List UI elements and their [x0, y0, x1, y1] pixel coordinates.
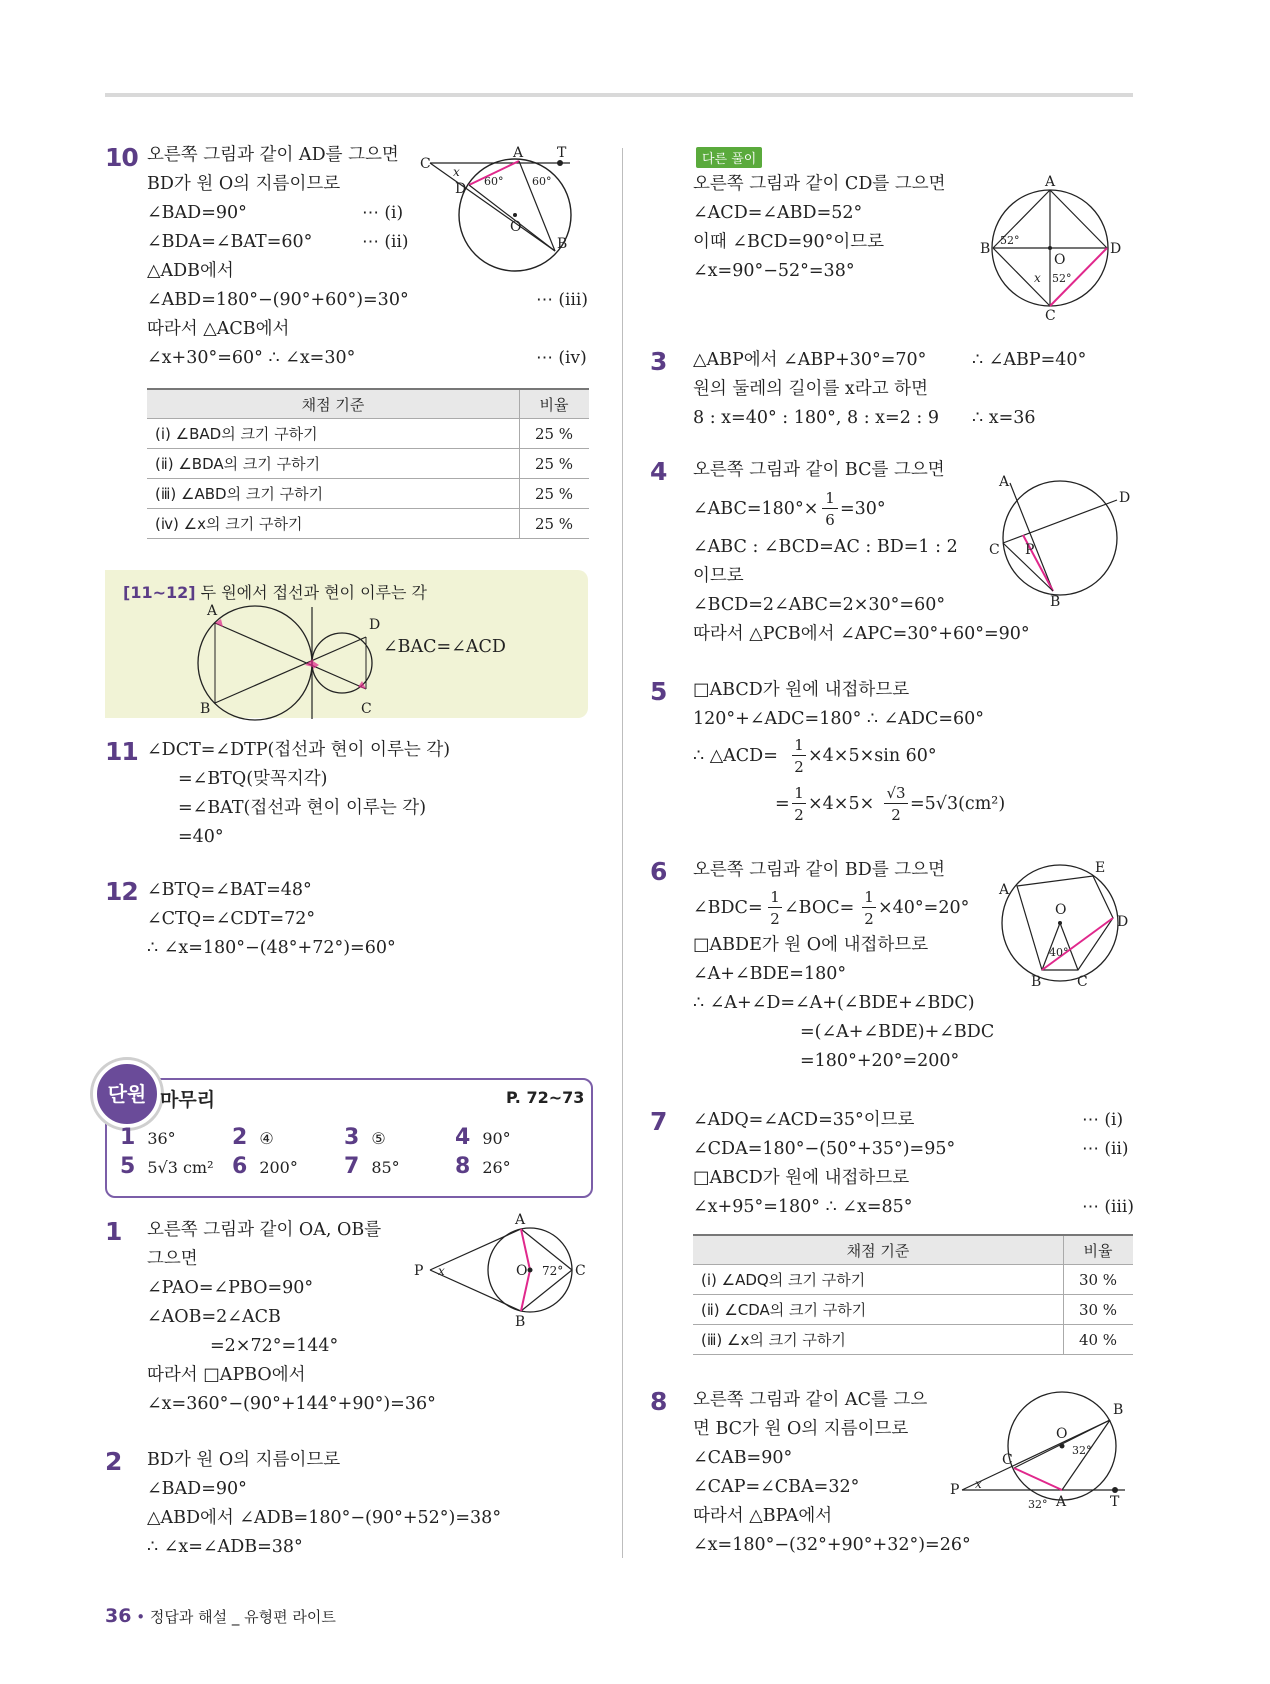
fig-label: P [414, 1263, 424, 1279]
fig-label: 52° [1000, 234, 1020, 247]
fig-label: O [510, 219, 522, 235]
fraction-numerator: 1 [792, 735, 806, 756]
text-line: △ABD에서 ∠ADB=180°−(90°+52°)=38° [147, 1508, 502, 1528]
text-line: ∠x+95°=180° ∴ ∠x=85° [693, 1197, 913, 1217]
step-mark: ⋯ (ⅳ) [536, 348, 587, 368]
box-title: [11~12] 두 원에서 접선과 현이 이루는 각 [123, 583, 428, 602]
table-row: (ⅱ) ∠BDA의 크기 구하기 25 % [147, 449, 589, 479]
answer-item: 5 5√3 cm² [120, 1154, 214, 1179]
answer-item: 1 36° [120, 1125, 176, 1150]
fig-label: T [1110, 1494, 1120, 1510]
fraction-denominator: 2 [794, 758, 804, 776]
answer-item: 4 90° [455, 1125, 511, 1150]
fig-label: A [207, 603, 218, 619]
text-line: △ADB에서 [147, 261, 234, 281]
text-line: BD가 원 O의 지름이므로 [147, 174, 341, 194]
page-footer: 36 • 정답과 해설 _ 유형편 라이트 [105, 1605, 336, 1627]
text-line: BD가 원 O의 지름이므로 [147, 1450, 341, 1470]
text-line: △ABP에서 ∠ABP+30°=70° [693, 350, 927, 370]
text-line: ∠ACD=∠ABD=52° [693, 203, 863, 223]
fig-label: 40° [1049, 946, 1069, 959]
text-line: ∠ABD=180°−(90°+60°)=30° [147, 290, 409, 310]
text-line: =(∠A+∠BDE)+∠BDC [800, 1022, 995, 1042]
table-row: (ⅲ) ∠ABD의 크기 구하기 25 % [147, 479, 589, 509]
top-rule [105, 93, 1133, 97]
scoring-table [147, 388, 589, 539]
text-line: □ABCD가 원에 내접하므로 [693, 680, 910, 700]
table-row: (ⅰ) ∠BAD의 크기 구하기 25 % [147, 419, 589, 449]
text-line: ∠BAD=90° [147, 203, 247, 223]
answer-item: 3 ⑤ [344, 1125, 386, 1150]
text-line: =180°+20°=200° [800, 1051, 960, 1071]
fig-label: C [361, 701, 372, 717]
text-line: =∠BTQ(맞꼭지각) [178, 769, 328, 789]
text-line: = [775, 794, 790, 814]
text-line: 오른쪽 그림과 같이 OA, OB를 [147, 1220, 382, 1240]
fraction-denominator: 6 [825, 511, 835, 529]
fraction-denominator: 2 [770, 910, 780, 928]
figure-alt [980, 174, 1140, 324]
unit-badge: 단원 [93, 1060, 161, 1128]
fig-label: 72° [542, 1264, 564, 1278]
fig-label: O [516, 1263, 528, 1279]
fig-label: C [989, 542, 1000, 558]
unit-page-range: P. 72~73 [506, 1088, 585, 1107]
text-line: □ABCD가 원에 내접하므로 [693, 1168, 910, 1188]
text-line: =5√3(cm²) [910, 794, 1006, 814]
fig-label: B [557, 236, 568, 252]
problem-number: 12 [105, 877, 138, 906]
text-line: ∠PAO=∠PBO=90° [147, 1278, 314, 1298]
figure-u6 [995, 858, 1135, 993]
fig-label: 52° [1052, 272, 1072, 285]
text-line: 120°+∠ADC=180° ∴ ∠ADC=60° [693, 709, 985, 729]
problem-number: 11 [105, 737, 138, 766]
fig-label: x [975, 1477, 982, 1491]
fig-label: 32° [1072, 1444, 1092, 1457]
fig-label: B [200, 701, 211, 717]
text-line: 따라서 △BPA에서 [693, 1506, 833, 1526]
step-mark: ⋯ (ⅱ) [1082, 1139, 1129, 1159]
fig-label: 60° [532, 175, 552, 188]
text-line: ∠BAD=90° [147, 1479, 247, 1499]
scoring-table [693, 1234, 1133, 1355]
step-mark: ⋯ (ⅰ) [362, 203, 404, 223]
fig-label: x [453, 165, 460, 179]
column-divider [622, 148, 623, 1558]
text-line: 이므로 [693, 566, 744, 586]
table-header: 비율 [1064, 1235, 1134, 1265]
text-line: ∠x+30°=60° ∴ ∠x=30° [147, 348, 356, 368]
concept-box [105, 570, 588, 718]
text-line: ∠BDA=∠BAT=60° [147, 232, 313, 252]
fig-label: A [999, 474, 1010, 490]
fig-label: x [1034, 271, 1041, 285]
figure-u8 [950, 1390, 1135, 1520]
problem-number: 8 [650, 1387, 667, 1416]
text-line: 면 BC가 원 O의 지름이므로 [693, 1419, 909, 1439]
step-mark: ⋯ (ⅲ) [536, 290, 588, 310]
answer-item: 7 85° [344, 1154, 400, 1179]
text-line: 8 : x=40° : 180°, 8 : x=2 : 9 [693, 408, 939, 428]
fig-label: A [515, 1212, 526, 1228]
text-line: ×4×5× [808, 794, 875, 814]
fraction-numerator: 1 [862, 887, 876, 908]
fig-label: C [1045, 308, 1056, 324]
fig-label: 32° [1028, 1498, 1048, 1511]
text-line: □ABDE가 원 O에 내접하므로 [693, 935, 929, 955]
text-line: ∠BDC= [693, 898, 763, 918]
text-line: ∴ △ACD= [693, 746, 778, 766]
fig-label: E [1095, 860, 1106, 876]
fig-label: x [438, 1264, 445, 1278]
table-header: 채점 기준 [693, 1235, 1064, 1265]
table-row: (ⅱ) ∠CDA의 크기 구하기 30 % [693, 1295, 1133, 1325]
fraction-numerator: 1 [768, 887, 782, 908]
problem-number: 1 [105, 1217, 122, 1246]
fig-label: C [1002, 1452, 1013, 1468]
fig-label: 60° [484, 175, 504, 188]
table-header: 채점 기준 [147, 389, 520, 419]
fig-label: O [1056, 1426, 1068, 1442]
text-line: ∠DCT=∠DTP(접선과 현이 이루는 각) [147, 740, 451, 760]
text-line: =40° [178, 827, 224, 847]
fig-label: P [1025, 542, 1035, 558]
fig-label: D [1117, 914, 1129, 930]
fig-label: D [455, 181, 467, 197]
fig-label: B [1050, 594, 1061, 610]
fig-label: A [999, 882, 1010, 898]
text-line: ×4×5×sin 60° [808, 746, 937, 766]
step-mark: ⋯ (ⅰ) [1082, 1110, 1124, 1130]
text-line: 오른쪽 그림과 같이 BD를 그으면 [693, 860, 946, 880]
text-line: 그으면 [147, 1249, 198, 1269]
answer-item: 2 ④ [232, 1125, 274, 1150]
fig-label: A [513, 145, 524, 161]
text-line: ∠ABC : ∠BCD=AC : BD=1 : 2 [693, 537, 958, 557]
step-mark: ⋯ (ⅱ) [362, 232, 409, 252]
text-line: ∴ ∠ABP=40° [972, 350, 1087, 370]
fraction-denominator: 2 [864, 910, 874, 928]
answer-item: 8 26° [455, 1154, 511, 1179]
table-row: (ⅳ) ∠x의 크기 구하기 25 % [147, 509, 589, 539]
text-line: ×40°=20° [878, 898, 970, 918]
text-line: 이때 ∠BCD=90°이므로 [693, 232, 885, 252]
text-line: ∴ ∠x=180°−(48°+72°)=60° [147, 938, 396, 958]
figure-box [185, 605, 385, 715]
text-line: 오른쪽 그림과 같이 AD를 그으면 [147, 145, 399, 165]
text-line: ∠CAB=90° [693, 1448, 793, 1468]
fig-label: B [980, 241, 991, 257]
fig-label: C [420, 156, 431, 172]
text-line: =2×72°=144° [210, 1336, 339, 1356]
fig-label: A [1056, 1494, 1067, 1510]
figure-u1 [410, 1212, 590, 1330]
table-row: (ⅰ) ∠ADQ의 크기 구하기 30 % [693, 1265, 1133, 1295]
problem-number: 2 [105, 1447, 122, 1476]
unit-title: 마무리 [160, 1089, 216, 1111]
fraction-numerator: 1 [792, 783, 806, 804]
text-line: 오른쪽 그림과 같이 AC를 그으 [693, 1390, 928, 1410]
text-line: ∠BCD=2∠ABC=2×30°=60° [693, 595, 946, 615]
fig-label: D [1119, 490, 1131, 506]
fig-label: T [557, 145, 567, 161]
text-line: ∠x=90°−52°=38° [693, 261, 855, 281]
fig-label: O [1055, 902, 1067, 918]
text-line: ∠AOB=2∠ACB [147, 1307, 281, 1327]
text-line: ∠BOC= [784, 898, 855, 918]
text-line: 오른쪽 그림과 같이 BC를 그으면 [693, 460, 945, 480]
fraction-numerator: √3 [884, 783, 908, 804]
text-line: ∴ x=36 [972, 408, 1036, 428]
fig-label: B [1113, 1402, 1124, 1418]
text-line: ∠ADQ=∠ACD=35°이므로 [693, 1110, 915, 1130]
text-line: ∠A+∠BDE=180° [693, 964, 847, 984]
text-line: ∠BTQ=∠BAT=48° [147, 880, 312, 900]
fig-label: D [1110, 241, 1122, 257]
page-number: 36 [105, 1605, 132, 1627]
figure-p10 [420, 145, 590, 285]
text-line: ∠CDA=180°−(50°+35°)=95° [693, 1139, 956, 1159]
text-line: ∠ABC=180°× [693, 499, 819, 519]
text-line: ∠CTQ=∠CDT=72° [147, 909, 316, 929]
text-line: 따라서 △ACB에서 [147, 319, 290, 339]
answer-item: 6 200° [232, 1154, 298, 1179]
fig-label: C [1077, 974, 1088, 990]
table-header: 비율 [520, 389, 590, 419]
problem-number: 10 [105, 143, 138, 172]
fig-label: C [575, 1263, 586, 1279]
text-line: ∴ ∠A+∠D=∠A+(∠BDE+∠BDC) [693, 993, 975, 1013]
fig-label: P [950, 1482, 960, 1498]
fraction-denominator: 2 [891, 806, 901, 824]
text-line: =∠BAT(접선과 현이 이루는 각) [178, 798, 427, 818]
fig-label: O [1054, 252, 1066, 268]
text-line: ∠x=180°−(32°+90°+32°)=26° [693, 1535, 971, 1555]
fig-label: A [1045, 174, 1056, 190]
problem-number: 6 [650, 857, 667, 886]
footer-text: 정답과 해설 _ 유형편 라이트 [149, 1608, 336, 1626]
fig-label: B [1031, 974, 1042, 990]
step-mark: ⋯ (ⅲ) [1082, 1197, 1134, 1217]
problem-number: 4 [650, 457, 667, 486]
box-formula: ∠BAC=∠ACD [383, 637, 506, 657]
text-line: 따라서 △PCB에서 ∠APC=30°+60°=90° [693, 624, 1030, 644]
text-line: 원의 둘레의 길이를 x라고 하면 [693, 379, 928, 399]
problem-number: 3 [650, 347, 667, 376]
text-line: 오른쪽 그림과 같이 CD를 그으면 [693, 174, 946, 194]
fraction-numerator: 1 [822, 488, 838, 509]
text-line: ∴ ∠x=∠ADB=38° [147, 1537, 303, 1557]
figure-u4 [989, 474, 1135, 610]
fraction-denominator: 2 [794, 806, 804, 824]
fig-label: D [369, 617, 381, 633]
text-line: 따라서 □APBO에서 [147, 1365, 306, 1385]
text-line: ∠CAP=∠CBA=32° [693, 1477, 860, 1497]
problem-number: 7 [650, 1107, 667, 1136]
fig-label: B [515, 1314, 526, 1330]
problem-number: 5 [650, 677, 667, 706]
text-line: ∠x=360°−(90°+144°+90°)=36° [147, 1394, 436, 1414]
text-line: =30° [840, 499, 886, 519]
alt-badge: 다른 풀이 [696, 147, 762, 168]
table-row: (ⅲ) ∠x의 크기 구하기 40 % [693, 1325, 1133, 1355]
